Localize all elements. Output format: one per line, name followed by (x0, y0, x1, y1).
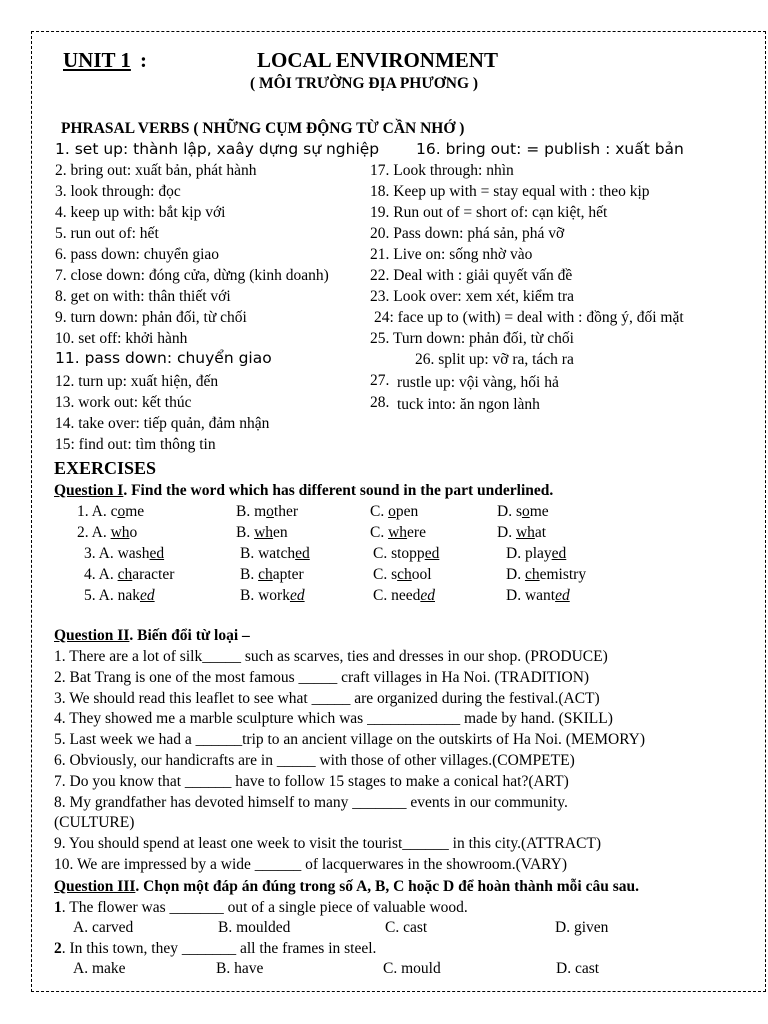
option-text: D. (497, 524, 516, 541)
underlined-part: o (521, 503, 530, 520)
option-text: ool (411, 566, 432, 583)
option-text: 2. A. (77, 524, 111, 541)
question-1-option (370, 503, 418, 521)
question-1-option (373, 566, 432, 584)
question-2-line: 2. Bat Trang is one of the most famous _____ craft villages in Ha Noi. (TRADITION) (54, 668, 590, 686)
phrasal-item-right: 21. Live on: sống nhờ vào (370, 246, 533, 263)
phrasal-item-right: 17. Look through: nhìn (370, 162, 514, 179)
phrasal-item-left: 4. keep up with: bắt kịp với (55, 204, 226, 221)
option-text: C. need (373, 587, 421, 604)
question-1-option (497, 524, 546, 542)
question-2-line: 9. You should spend at least one week to visit the tourist______ in this city.(ATTRACT) (54, 835, 602, 853)
question-2-line: 10. We are impressed by a wide ______ of lacquerwares in the showroom.(VARY) (54, 856, 568, 873)
phrasal-item-right: 26. split up: vỡ ra, tách ra (415, 351, 574, 368)
option-text: 1. A. c (77, 503, 118, 520)
underlined-part: ed (289, 587, 305, 604)
phrasal-item-left: 12. turn up: xuất hiện, đến (55, 373, 219, 390)
question-2-heading (54, 627, 250, 645)
option-text: C. stopp (373, 545, 425, 562)
question-1-option (240, 545, 310, 563)
underlined-part: ed (555, 587, 570, 604)
underlined-part: ed (139, 587, 155, 604)
question-2-line: 6. Obviously, our handicrafts are in _____ with those of other villages.(COMPETE) (54, 752, 575, 769)
phrasal-item-right: 19. Run out of = short of: cạn kiệt, hết (370, 204, 608, 221)
question-1-option (240, 566, 304, 584)
option-text: D. (506, 566, 525, 583)
answer-option: B. moulded (218, 919, 291, 936)
question-number: 2 (54, 940, 62, 957)
option-text: C. (370, 503, 389, 520)
question-2-line: 7. Do you know that ______ have to follow 15 stages to make a conical hat?(ART) (54, 772, 569, 790)
question-2-line: 5. Last week we had a ______trip to an ancient village on the outskirts of Ha Noi. (MEMORY) (54, 731, 646, 749)
phrasal-item-left: 2. bring out: xuất bản, phát hành (55, 162, 257, 179)
question-2-line: 8. My grandfather has devoted himself to many _______ events in our community. (54, 793, 568, 811)
underlined-part: wh (110, 524, 130, 541)
option-text: at (534, 524, 547, 541)
phrasal-item-right: 23. Look over: xem xét, kiểm tra (370, 288, 575, 305)
option-text: B. work (240, 587, 290, 604)
phrasal-item-left: 13. work out: kết thúc (55, 394, 192, 411)
phrasal-item-left: 7. close down: đóng cửa, dừng (kinh doanh) (55, 267, 329, 284)
underlined-part: ed (295, 545, 310, 562)
option-text: B. (236, 524, 255, 541)
phrasal-item-right: 20. Pass down: phá sản, phá vỡ (370, 225, 565, 242)
option-text: apter (272, 566, 304, 583)
question-2-text: . Biến đổi từ loại – (129, 627, 250, 644)
underlined-part: ed (551, 545, 567, 562)
question-1-option (373, 545, 439, 563)
phrasal-item-right: rustle up: vội vàng, hối hả (397, 374, 559, 391)
question-3-stem (54, 899, 468, 917)
underlined-part: ch (397, 566, 412, 583)
unit-colon: : (140, 48, 147, 72)
option-text: 4. A. (84, 566, 118, 583)
option-text: B. (240, 566, 259, 583)
option-text: pen (395, 503, 419, 520)
phrasal-item-right: 22. Deal with : giải quyết vấn đề (370, 267, 573, 284)
unit-label: UNIT 1 (63, 48, 131, 72)
question-1-heading (54, 482, 553, 500)
option-text: en (273, 524, 288, 541)
question-1-option (77, 524, 137, 542)
option-text: D. s (497, 503, 522, 520)
question-1-option (506, 566, 586, 584)
question-2-line: 1. There are a lot of silk_____ such as scarves, ties and dresses in our shop. (PRODUCE) (54, 648, 608, 665)
question-3-heading (54, 878, 639, 896)
question-3-stem (54, 940, 376, 958)
phrasal-item-right: 16. bring out: = publish : xuất bản (416, 140, 684, 158)
underlined-part: wh (254, 524, 274, 541)
question-1-option (84, 545, 164, 563)
question-1-label: Question I (54, 482, 124, 499)
question-1-option (236, 524, 288, 542)
phrasal-item-right: tuck into: ăn ngon lành (397, 396, 540, 413)
option-text: ere (407, 524, 426, 541)
answer-option: D. given (555, 919, 609, 936)
answer-option: C. mould (383, 960, 441, 977)
option-text: D. play (506, 545, 552, 562)
option-text: C. (370, 524, 389, 541)
question-stem-text: . The flower was _______ out of a single piece of valuable wood. (61, 899, 468, 916)
option-text: B. watch (240, 545, 296, 562)
option-text: B. m (236, 503, 267, 520)
phrasal-item-right: 25. Turn down: phản đối, từ chối (370, 330, 574, 347)
phrasal-item-right: 24: face up to (with) = deal with : đồng ý, đối mặt (374, 309, 684, 326)
phrasal-item-right: 18. Keep up with = stay equal with : theo kịp (370, 183, 650, 200)
phrasal-item-left: 1. set up: thành lập, xaây dựng sự nghiệp (55, 140, 380, 158)
question-1-option (370, 524, 426, 542)
answer-option: A. make (73, 960, 126, 977)
option-text: emistry (539, 566, 587, 583)
underlined-part: o (117, 503, 126, 520)
phrasal-item-left: 10. set off: khởi hành (55, 330, 188, 347)
option-text: me (529, 503, 549, 520)
question-number: 1 (54, 899, 62, 916)
phrasal-item-left: 6. pass down: chuyển giao (55, 246, 220, 263)
underlined-part: ed (424, 545, 440, 562)
answer-option: C. cast (385, 919, 428, 936)
question-3-label: Question III (54, 878, 136, 895)
question-1-option (506, 545, 566, 563)
question-1-option (84, 587, 155, 605)
question-2-line: 4. They showed me a marble sculpture which was ____________ made by hand. (SKILL) (54, 710, 613, 728)
exercises-heading: EXERCISES (54, 458, 157, 478)
question-stem-text: . In this town, they _______ all the frames in steel. (61, 940, 377, 957)
option-text: aracter (132, 566, 175, 583)
phrasal-item-right: 27. (370, 372, 390, 389)
underlined-part: o (388, 503, 396, 520)
question-2-line: (CULTURE) (54, 814, 135, 832)
option-text: o (129, 524, 138, 541)
phrasal-item-right: 28. (370, 394, 390, 411)
question-1-text: . Find the word which has different sound in the part underlined. (123, 482, 554, 499)
answer-option: A. carved (73, 919, 134, 936)
underlined-part: ch (524, 566, 540, 583)
question-1-option (84, 566, 174, 584)
phrasal-item-left: 8. get on with: thân thiết với (55, 288, 231, 305)
underlined-part: ch (258, 566, 273, 583)
answer-option: B. have (216, 960, 264, 977)
option-text: D. want (506, 587, 556, 604)
page-subtitle: ( MÔI TRƯỜNG ĐỊA PHƯƠNG ) (250, 75, 479, 92)
question-1-option (506, 587, 570, 605)
page-title: LOCAL ENVIRONMENT (257, 48, 498, 72)
underlined-part: ch (117, 566, 133, 583)
underlined-part: wh (515, 524, 535, 541)
underlined-part: ed (149, 545, 165, 562)
question-1-option (236, 503, 298, 521)
question-1-option (240, 587, 305, 605)
question-3-text: . Chọn một đáp án đúng trong số A, B, C hoặc D để hoàn thành mỗi câu sau. (135, 878, 639, 895)
phrasal-item-left: 11. pass down: chuyển giao (55, 349, 272, 367)
phrasal-item-left: 14. take over: tiếp quản, đảm nhận (55, 415, 270, 432)
answer-option: D. cast (556, 960, 600, 977)
question-1-option (373, 587, 435, 605)
option-text: me (125, 503, 145, 520)
phrasal-item-left: 9. turn down: phản đối, từ chối (55, 309, 247, 326)
phrasal-heading: PHRASAL VERBS ( NHỮNG CỤM ĐỘNG TỪ CẦN NHỚ ) (61, 120, 465, 137)
phrasal-item-left: 5. run out of: hết (55, 225, 159, 242)
question-2-line: 3. We should read this leaflet to see what _____ are organized during the festival.(ACT) (54, 689, 600, 707)
option-text: C. s (373, 566, 398, 583)
option-text: 5. A. nak (84, 587, 140, 604)
underlined-part: wh (388, 524, 408, 541)
underlined-part: ed (420, 587, 435, 604)
question-1-option (77, 503, 144, 521)
option-text: ther (273, 503, 299, 520)
underlined-part: o (266, 503, 274, 520)
phrasal-item-left: 15: find out: tìm thông tin (55, 436, 216, 453)
phrasal-item-left: 3. look through: đọc (55, 183, 181, 200)
option-text: 3. A. wash (84, 545, 150, 562)
question-2-label: Question II (54, 627, 130, 644)
question-1-option (497, 503, 549, 521)
